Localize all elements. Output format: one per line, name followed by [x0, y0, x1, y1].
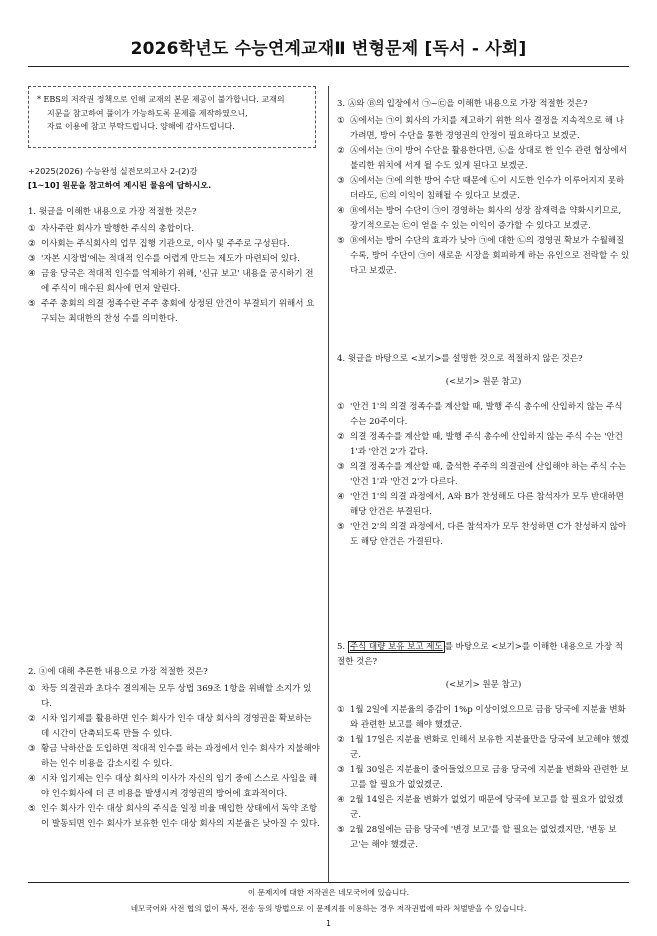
stem-text: 를 바탕으로 <보기>를 이해한 내용으로 가장 적절한 것은?: [337, 642, 623, 667]
option-text: 의결 정족수를 계산할 때, 출석한 주주의 의결권에 산입해야 하는 주식 수는 '안건 1'과 '안건 2'가 다르다.: [350, 462, 627, 487]
question-4: [337, 352, 630, 550]
answer-option: [337, 400, 630, 430]
option-text: Ⓑ에서는 방어 수단의 효과가 낮아 ㉠에 대한 ㉡의 경영권 확보가 수월해질수록, 방어 수단이 ㉠이 새로운 시장을 회피하게 하는 유인으로 전락할 수 있다고 보겠군.: [350, 236, 630, 276]
question-stem: 3. Ⓐ와 Ⓑ의 입장에서 ㉠~㉢을 이해한 내용으로 가장 적절한 것은?: [337, 99, 588, 109]
answer-option: [28, 252, 320, 267]
option-text: 황금 낙하산을 도입하면 적대적 인수를 하는 과정에서 인수 회사가 지불해야 하는 인수 비용을 감소시킬 수 있다.: [41, 744, 320, 769]
answer-option: [28, 682, 320, 712]
answer-option: [337, 204, 630, 234]
option-text: Ⓐ에서는 ㉠에 의한 방어 수단 때문에 ㉡이 시도한 인수가 이루어지지 못하더라도, ㉢의 이익이 침해될 수 있다고 보겠군.: [350, 176, 625, 201]
option-text: 1월 2일에 지분율의 증감이 1%p 이상이었으므로 금융 당국에 지분율 변화와 관련한 보고를 해야 했겠군.: [350, 705, 626, 730]
option-text: 주주 총회의 의결 정족수란 주주 총회에 상정된 안건이 부결되기 위해서 요구되는 최대한의 찬성 수를 의미한다.: [41, 299, 315, 324]
answer-option: [337, 793, 630, 823]
option-text: 시차 임기제는 인수 대상 회사의 이사가 자신의 임기 중에 스스로 사임을 해야 인수회사에 더 큰 비용을 발생시켜 경영권의 방어에 효과적이다.: [41, 774, 318, 799]
option-number: ④: [337, 206, 345, 216]
option-number: ④: [28, 774, 36, 784]
copyright-notice-box: [28, 86, 316, 148]
option-text: 2월 28일에는 금융 당국에 '변경 보고'를 할 필요는 없었겠지만, '변동 보고'는 해야 했겠군.: [350, 825, 617, 850]
source-header: [28, 164, 320, 192]
source-line: +2025(2026) 수능완성 실전모의고사 2-(2)강: [28, 166, 198, 176]
option-text: 1월 30일은 지분율이 줄어들었으므로 금융 당국에 지분율 변화와 관련한 보고를 할 필요가 없었겠군.: [350, 765, 629, 790]
option-number: ③: [337, 462, 345, 472]
question-2: [28, 665, 320, 832]
option-number: ③: [28, 254, 36, 264]
instruction-line: [1~10] 원문을 참고하여 제시된 물음에 답하시오.: [28, 180, 212, 190]
answer-option: [337, 733, 630, 763]
option-text: Ⓐ에서는 ㉠이 방어 수단을 활용한다면, ㉡을 상대로 한 인수 관련 협상에서 불리한 위치에 서게 될 수도 있게 된다고 보겠군.: [350, 146, 627, 171]
option-text: 시차 임기제를 활용하면 인수 회사가 인수 대상 회사의 경영권을 확보하는 데 시간이 단축되도록 만들 수 있다.: [41, 714, 312, 739]
notice-line: * EBS의 저작권 정책으로 인해 교재의 본문 제공이 불가합니다. 교재의: [37, 95, 285, 104]
header-divider: [28, 66, 629, 67]
option-text: Ⓑ에서는 방어 수단이 ㉠이 경영하는 회사의 성장 잠재력을 약화시키므로, 장기적으로는 ㉢이 얻을 수 있는 이익이 증가할 수 있다고 보겠군.: [350, 206, 622, 231]
footer-divider: [28, 882, 629, 883]
question-3: [337, 97, 630, 279]
option-text: 이사회는 주식회사의 업무 집행 기관으로, 이사 및 주주로 구성된다.: [41, 239, 290, 249]
footer-copyright: 이 문제지에 대한 저작권은 네모국어에 있습니다.: [247, 888, 410, 897]
answer-option: [337, 703, 630, 733]
reference-note: (<보기> 원문 참고): [445, 680, 522, 690]
notice-line: 자료 이용에 참고 부탁드립니다. 양해에 감사드립니다.: [47, 122, 235, 131]
option-number: ④: [337, 795, 345, 805]
option-number: ④: [28, 269, 36, 279]
option-number: ①: [28, 224, 36, 234]
question-5: [337, 640, 630, 853]
answer-option: [28, 802, 320, 832]
answer-option: [337, 460, 630, 490]
option-text: '안건 1'의 의결 정족수를 계산할 때, 발행 주식 총수에 산입하지 않는 주식 수는 20주이다.: [350, 402, 623, 427]
page-number: 1: [326, 919, 331, 928]
option-number: ⑤: [28, 804, 36, 814]
option-number: ③: [337, 176, 345, 186]
option-text: 의결 정족수를 계산할 때, 발행 주식 총수에 산입하지 않는 주식 수는 '안건 1'과 '안건 2'가 같다.: [350, 432, 623, 457]
answer-option: [337, 430, 630, 460]
answer-option: [28, 712, 320, 742]
underlined-term: 주식 대량 보유 보고 제도: [349, 642, 443, 652]
answer-option: [337, 114, 630, 144]
option-text: 금융 당국은 적대적 인수를 억제하기 위해, '신규 보고' 내용을 공시하기 전에 주식이 매수된 회사에 먼저 알린다.: [41, 269, 314, 294]
footer-warning: 네모국어와 사전 협의 없이 복사, 전송 등의 방법으로 이 문제지를 이용하는 경우 저작권법에 따라 처벌받을 수 있습니다.: [130, 904, 527, 913]
option-number: ②: [28, 714, 36, 724]
option-list: [28, 222, 320, 327]
option-number: ①: [28, 684, 36, 694]
option-number: ⑤: [337, 522, 345, 532]
option-number: ②: [337, 432, 345, 442]
option-text: 2월 14일은 지분율 변화가 없었기 때문에 당국에 보고를 할 필요가 없었겠군.: [350, 795, 624, 820]
answer-option: [28, 222, 320, 237]
question-number: 5.: [337, 642, 348, 652]
option-text: '자본 시장법'에는 적대적 인수를 어렵게 만드는 제도가 마련되어 있다.: [41, 254, 300, 264]
answer-option: [337, 490, 630, 520]
option-text: '안건 1'의 의결 과정에서, A와 B가 찬성해도 다른 참석자가 모두 반대하면 해당 안건은 부결된다.: [350, 492, 624, 517]
answer-option: [28, 742, 320, 772]
option-number: ②: [337, 146, 345, 156]
option-number: ⑤: [337, 236, 345, 246]
option-number: ⑤: [28, 299, 36, 309]
option-list: [28, 682, 320, 832]
question-1: [28, 205, 320, 327]
option-number: ③: [337, 765, 345, 775]
question-stem: [337, 640, 630, 670]
option-list: [337, 703, 630, 853]
reference-note: (<보기> 원문 참고): [445, 377, 522, 387]
option-text: 차등 의결권과 초다수 결의제는 모두 상법 369조 1항을 위배할 소지가 있다.: [41, 684, 312, 709]
option-number: ②: [337, 735, 345, 745]
answer-option: [337, 520, 630, 550]
question-stem: 1. 윗글을 이해한 내용으로 가장 적절한 것은?: [28, 207, 197, 217]
answer-option: [28, 772, 320, 802]
question-stem: 4. 윗글을 바탕으로 <보기>를 설명한 것으로 적절하지 않은 것은?: [337, 354, 583, 364]
column-divider: [328, 86, 329, 882]
option-number: ①: [337, 402, 345, 412]
option-number: ①: [337, 705, 345, 715]
answer-option: [28, 267, 320, 297]
answer-option: [28, 237, 320, 252]
page-title: 2026학년도 수능연계교재Ⅱ 변형문제 [독서 - 사회]: [130, 39, 527, 59]
option-text: 인수 회사가 인수 대상 회사의 주식을 일정 비율 매입한 상태에서 독약 조항이 발동되면 인수 회사가 보유한 인수 대상 회사의 지분율은 낮아질 수 있다.: [41, 804, 320, 829]
question-stem: 2. ⓐ에 대해 추론한 내용으로 가장 적절한 것은?: [28, 667, 208, 677]
option-text: 자사주란 회사가 발행한 주식의 총합이다.: [41, 224, 195, 234]
option-number: ②: [28, 239, 36, 249]
option-number: ⑤: [337, 825, 345, 835]
answer-option: [337, 823, 630, 853]
answer-option: [337, 144, 630, 174]
option-text: 1월 17일은 지분율 변화로 인해서 보유한 지분율만을 당국에 보고해야 했겠군.: [350, 735, 629, 760]
answer-option: [337, 234, 630, 279]
answer-option: [28, 297, 320, 327]
option-number: ③: [28, 744, 36, 754]
option-text: '안건 2'의 의결 과정에서, 다른 참석자가 모두 찬성하면 C가 찬성하지 않아도 해당 안건은 가결된다.: [350, 522, 627, 547]
answer-option: [337, 174, 630, 204]
option-number: ①: [337, 116, 345, 126]
notice-line: 지문을 참고하여 풀이가 가능하도록 문제를 제작하였으니,: [47, 108, 248, 118]
option-text: Ⓐ에서는 ㉠이 회사의 가치를 제고하기 위한 의사 결정을 지속적으로 해 나가려면, 방어 수단을 통한 경영권의 안정이 필요하다고 보겠군.: [350, 116, 624, 141]
option-list: [337, 400, 630, 550]
option-number: ④: [337, 492, 345, 502]
answer-option: [337, 763, 630, 793]
option-list: [337, 114, 630, 279]
